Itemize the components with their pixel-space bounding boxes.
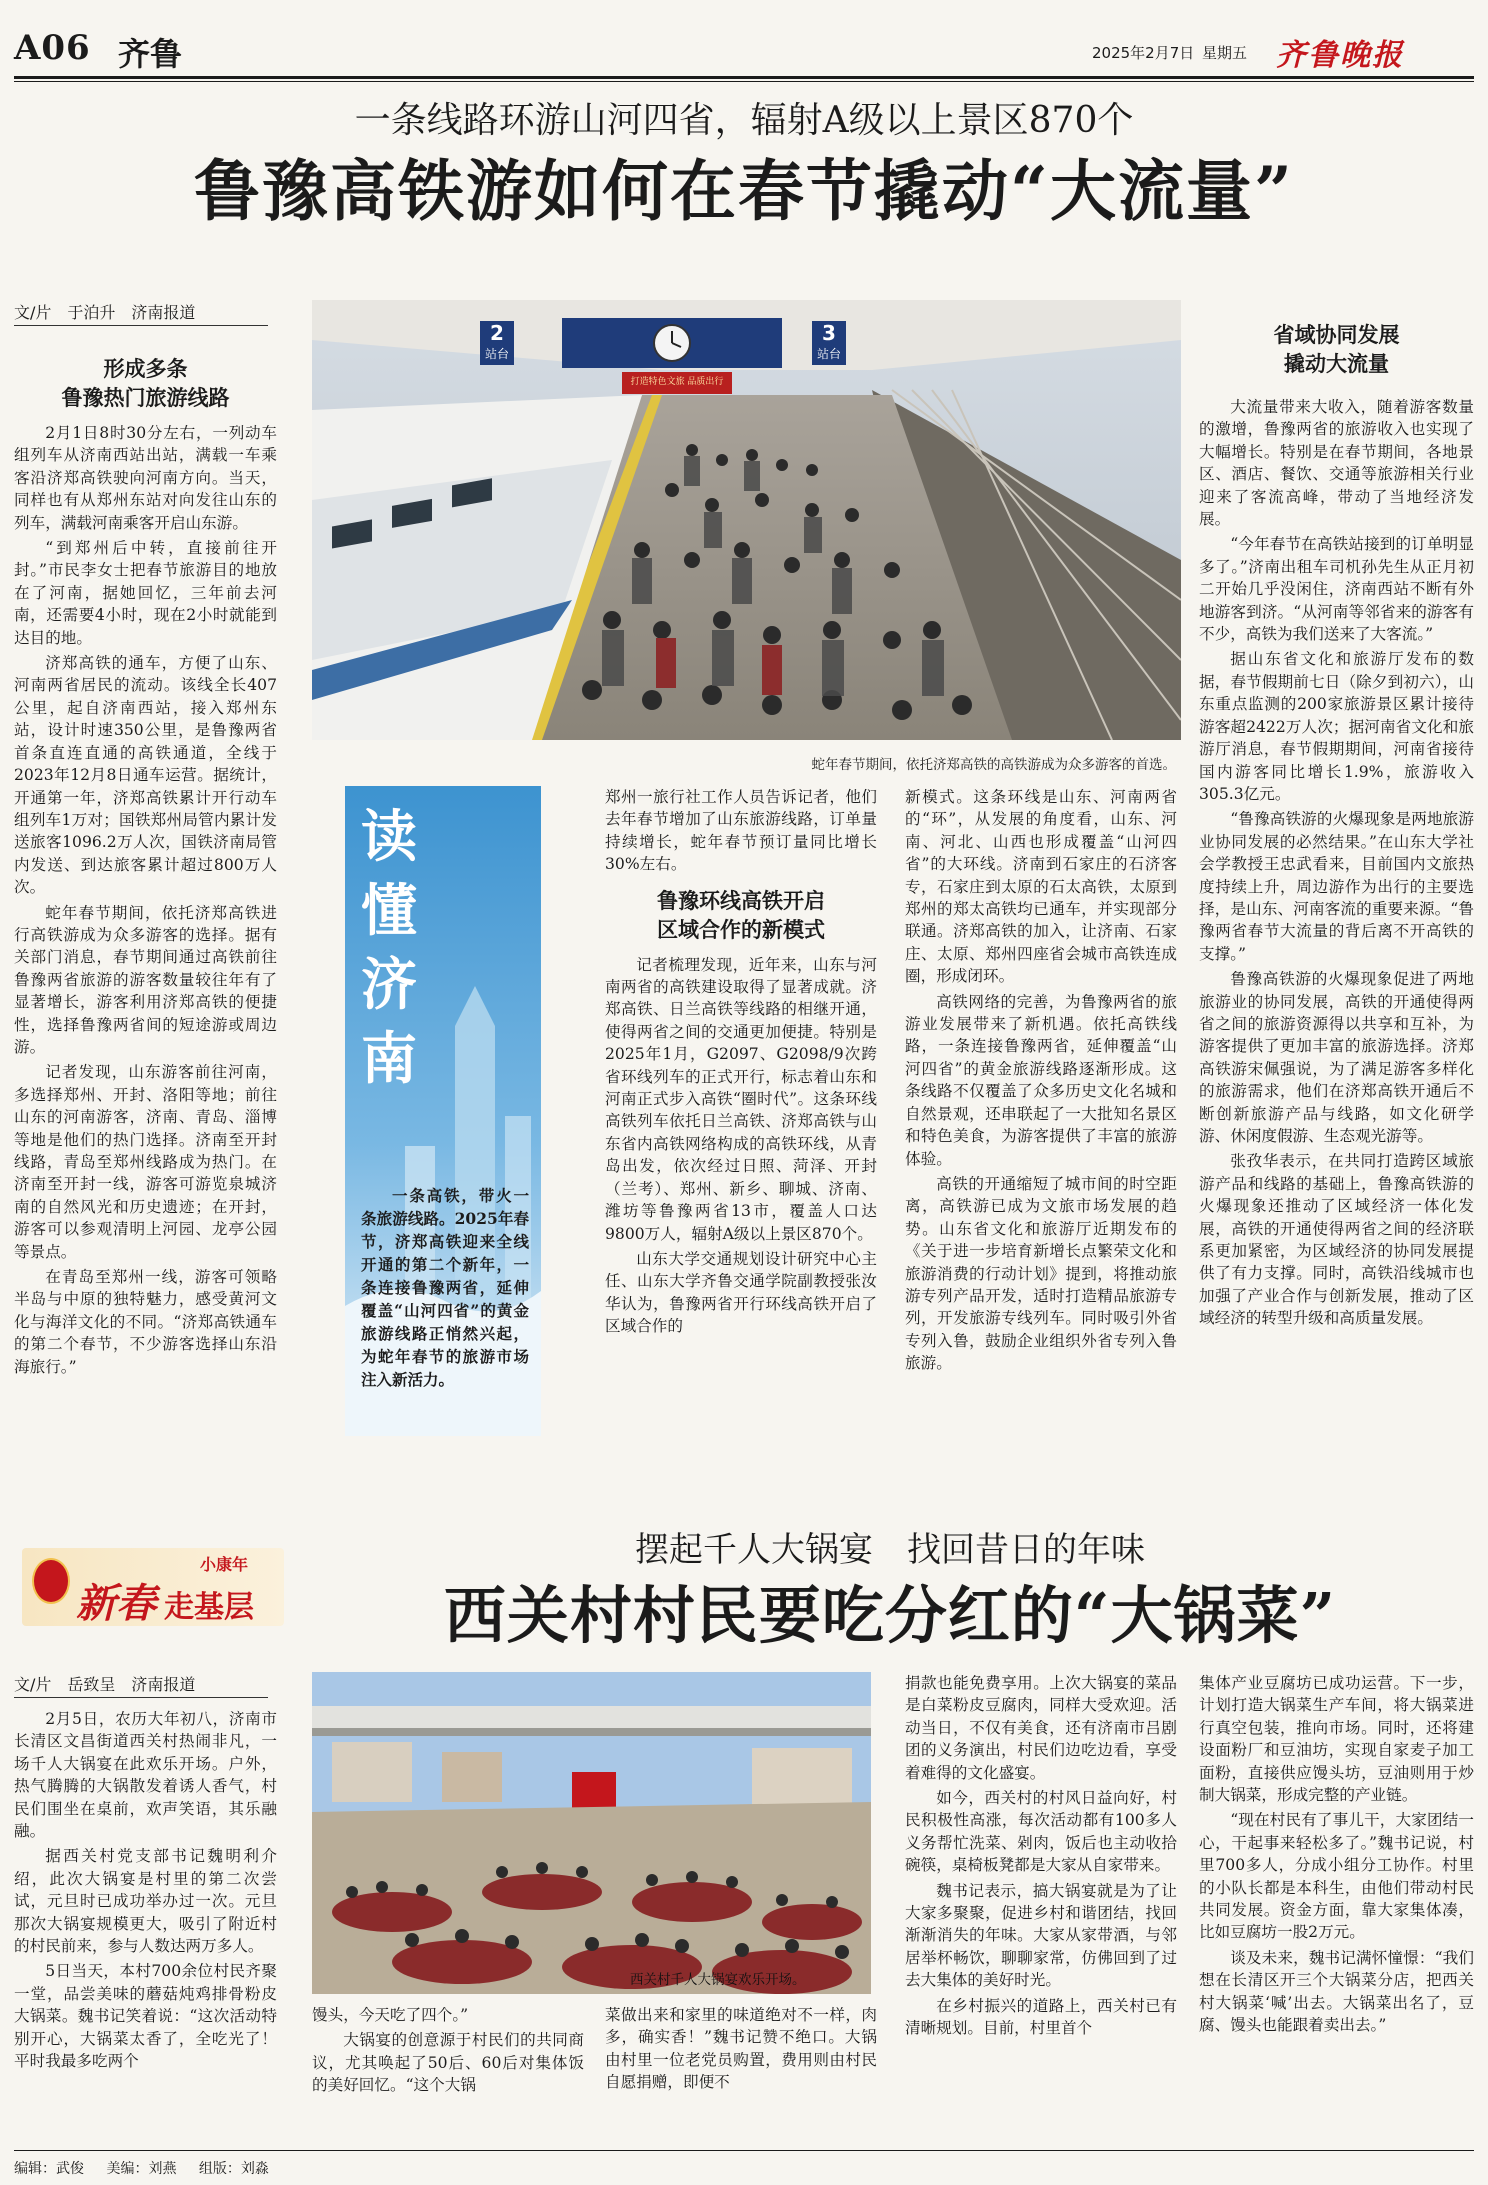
story2-col5-body <box>1199 1672 1474 2037</box>
article-paragraph: 馒头，今天吃了四个。” <box>312 2006 469 2024</box>
story2-photo-caption: 西关村千人大锅宴欢乐开场。 <box>630 1972 806 1988</box>
header-rule-thin <box>14 81 1474 82</box>
article-paragraph: 如今，西关村的村风日益向好，村民积极性高涨，每次活动都有100多人义务帮忙洗菜、剁肉，饭后也主动收拾碗筷，桌椅板凳都是大家从自家带来。 <box>905 1789 1177 1875</box>
story1-byline: 文/片 于泊升 济南报道 <box>14 300 268 326</box>
article-paragraph: 2月5日，农历大年初八，济南市长清区文昌街道西关村热闹非凡，一场千人大锅宴在此欢乐开场。户外，热气腾腾的大锅散发着诱人香气，村民们围坐在桌前，欢声笑语，其乐融融。 <box>14 1710 277 1841</box>
story1-col5-body <box>1199 396 1474 1330</box>
article-paragraph: 记者梳理发现，近年来，山东与河南两省的高铁建设取得了显著成就。济郑高铁、日兰高铁等线路的相继开通，使得两省之间的交通更加便捷。特别是2025年1月，G2097、G2098/9次跨省环线列车的正式开行，标志着山东和河南正式步入高铁“圈时代”。这条环线高铁列车依托日兰高铁、济郑高铁与山东省内高铁网络构成的高铁环线，从青岛出发，依次经过日照、菏泽、开封（兰考）、郑州、新乡、聊城、济南、潍坊等鲁豫两省13市，覆盖人口达9800万人，辐射A级以上景区870个。 <box>605 955 877 1243</box>
article-paragraph: 记者发现，山东游客前往河南，多选择郑州、开封、洛阳等地；前往山东的河南游客，济南、青岛、淄博等地是他们的热门选择。济南至开封线路，青岛至郑州线路成为热门。在济南至开封一线，游客可游览泉城济南的自然风光和历史遗迹；在开封，游客可以参观清明上河园、龙亭公园等景点。 <box>14 1063 277 1261</box>
story1-heading-3: 省域协同发展 撬动大流量 <box>1273 322 1400 376</box>
sidebar-title-char-2: 懂 <box>361 878 417 944</box>
article-paragraph: “到郑州后中转，直接前往开封。”市民李女士把春节旅游目的地放在了河南，据她回忆，三年前去河南，还需要4小时，现在2小时就能到达目的地。 <box>14 539 277 647</box>
article-paragraph: 据山东省文化和旅游厅发布的数据，春节假期前七日（除夕到初六），山东重点监测的200家旅游景区累计接待游客超2422万人次；据河南省文化和旅游厅消息，春节假期期间，河南省接待国内游客同比增长1.9%，旅游收入305.3亿元。 <box>1199 650 1474 803</box>
story1-col3-body <box>605 954 877 1338</box>
banner-zoujiceng: 走基层 <box>164 1590 254 1625</box>
article-paragraph: 高铁网络的完善，为鲁豫两省的旅游业发展带来了新机遇。依托高铁线路，一条连接鲁豫两省，延伸覆盖“山河四省”的黄金旅游线路逐渐形成。这条线路不仅覆盖了众多历史文化名城和自然景观，还串联起了一大批知名景区和特色美食，为游客提供了丰富的旅游体验。 <box>905 992 1177 1168</box>
article-paragraph: 捐款也能免费享用。上次大锅宴的菜品是白菜粉皮豆腐肉，同样大受欢迎。活动当日，不仅有美食，还有济南市吕剧团的义务演出，村民们边吃边看，享受着难得的文化盛宴。 <box>905 1674 1177 1782</box>
article-paragraph: 在乡村振兴的道路上，西关村已有清晰规划。目前，村里首个 <box>905 1996 1177 2038</box>
article-paragraph: 大锅宴的创意源于村民们的共同商议，尤其唤起了50后、60后对集体饭的美好回忆。“这个大锅 <box>312 2031 584 2095</box>
banner-xinchun: 新春 <box>76 1580 156 1626</box>
story1-col4-body <box>905 786 1177 1375</box>
article-paragraph: 2月1日8时30分左右，一列动车组列车从济南西站出站，满载一车乘客沿济郑高铁驶向河南方向。当天，同样也有从郑州东站对向发往山东的列车，满载河南乘客开启山东游。 <box>14 424 277 532</box>
article-paragraph: “今年春节在高铁站接到的订单明显多了。”济南出租车司机孙先生从正月初二开始几乎没闲住，济南西站不断有外地游客到济。“从河南等邻省来的游客有不少，高铁为我们送来了大客流。” <box>1199 535 1474 644</box>
story1-heading-1: 形成多条 鲁豫热门旅游线路 <box>61 356 230 410</box>
platform-sign-left <box>480 321 514 365</box>
header-rule <box>14 76 1474 79</box>
story1-photo-caption: 蛇年春节期间，依托济郑高铁的高铁游成为众多游客的首选。 <box>811 757 1176 773</box>
story1-column-4 <box>905 786 1177 1378</box>
story2-column-4 <box>905 1672 1177 2043</box>
footer-rule <box>14 2150 1474 2151</box>
banquet-photo-illustration <box>312 1672 871 1994</box>
page-header <box>14 28 1474 73</box>
page-code: A06 <box>14 28 91 68</box>
footer-art-editor: 美编：刘燕 <box>106 2161 177 2177</box>
footer-layout: 组版：刘淼 <box>198 2161 269 2177</box>
story2-col2-body <box>312 2004 584 2097</box>
story1-col1-body <box>14 422 277 1378</box>
article-paragraph: “现在村民有了事儿干，大家团结一心，干起事来轻松多了。”魏书记说，村里700多人，分成小组分工协作。村里的小队长都是本科生，由他们带动村民共同发展。资金方面，靠大家集体凑，比如豆腐坊一股2万元。 <box>1199 1811 1474 1942</box>
article-paragraph: 高铁的开通缩短了城市间的时空距离，高铁游已成为文旅市场发展的趋势。山东省文化和旅游厅近期发布的《关于进一步培育新增长点繁荣文化和旅游消费的行动计划》提到，将推动旅游专列产品开发，适时打造精品旅游专列，开发旅游专线列车。同时吸引外省专列入鲁，鼓励企业组织外省专列入鲁旅游。 <box>905 1174 1177 1373</box>
story1-col3-lead: 郑州一旅行社工作人员告诉记者，他们去年春节增加了山东旅游线路，订单量持续增长，蛇年春节预订量同比增长30%左右。 <box>605 788 877 874</box>
article-paragraph: 集体产业豆腐坊已成功运营。下一步，计划打造大锅菜生产车间，将大锅菜进行真空包装，推向市场。同时，还将建设面粉厂和豆油坊，实现自家麦子加工面粉，直接供应馒头坊，豆油则用于炒制大锅菜，形成完整的产业链。 <box>1199 1674 1474 1805</box>
platform-sign-right-label: 站台 <box>816 347 841 361</box>
article-paragraph: 山东大学交通规划设计研究中心主任、山东大学齐鲁交通学院副教授张汝华认为，鲁豫两省开行环线高铁开启了区域合作的 <box>605 1249 877 1336</box>
story1-column-5 <box>1199 300 1474 1333</box>
article-paragraph: 在青岛至郑州一线，游客可领略半岛与中原的独特魅力，感受黄河文化与海洋文化的不同。“济郑高铁通车的第二个春节，不少游客选择山东沿海旅行。” <box>14 1268 277 1376</box>
article-paragraph: 据西关村党支部书记魏明利介绍，此次大锅宴是村里的第二次尝试，元旦时已成功举办过一次。元旦那次大锅宴规模更大，吸引了附近村的村民前来，参与人数达两万多人。 <box>14 1847 277 1956</box>
platform-photo-illustration <box>312 300 1181 740</box>
article-paragraph: 张孜华表示，在共同打造跨区域旅游产品和线路的基础上，鲁豫高铁游的火爆现象还推动了区域经济一体化发展，高铁的开通使得两省之间的经济联系更加紧密，为区域经济的协同发展提供了有力支撑。同时，高铁沿线城市也加强了产业合作与创新发展，推动了区域经济的转型升级和高质量发展。 <box>1199 1152 1474 1328</box>
article-paragraph: 大流量带来大收入，随着游客数量的激增，鲁豫两省的旅游收入也实现了大幅增长。特别是在春节期间，各地景区、酒店、餐饮、交通等旅游相关行业迎来了客流高峰，带动了当地经济发展。 <box>1199 398 1474 529</box>
story2-col3-body <box>605 2004 877 2094</box>
lantern-icon <box>32 1558 70 1604</box>
platform-sign-right-number: 3 <box>822 321 836 345</box>
sidebar-title <box>359 800 419 1096</box>
story1-column-1 <box>14 344 277 1381</box>
section-name: 齐鲁 <box>118 35 183 73</box>
article-paragraph: 蛇年春节期间，依托济郑高铁进行高铁游成为众多游客的选择。据有关部门消息，春节期间通过高铁前往鲁豫两省旅游的游客数量较往年有了显著增长，游客利用济郑高铁的便捷性，选择鲁豫两省间的短途游或周边游。 <box>14 903 277 1056</box>
article-paragraph: 谈及未来，魏书记满怀憧憬：“我们想在长清区开三个大锅菜分店，把西关村大锅菜‘喊’出去。大锅菜出名了，豆腐、馒头也能跟着卖出去。” <box>1199 1948 1474 2035</box>
story2-col1-body <box>14 1708 277 2073</box>
sidebar-title-char-4: 南 <box>361 1026 417 1092</box>
story1-photo <box>312 300 1181 740</box>
platform-sign-left-number: 2 <box>490 321 504 345</box>
story2-subtitle: 摆起千人大锅宴 找回昔日的年味 <box>635 1530 1145 1570</box>
story2-byline: 文/片 岳致呈 济南报道 <box>14 1672 268 1698</box>
banner-small-label: 小康年 <box>200 1555 249 1574</box>
new-spring-banner <box>22 1548 284 1626</box>
sidebar-title-char-3: 济 <box>361 952 417 1018</box>
article-paragraph: “鲁豫高铁游的火爆现象是两地旅游业协同发展的必然结果。”在山东大学社会学教授王忠武看来，目前国内文旅热度持续上升，周边游作为出行的主要选择，是山东、河南客流的重要来源。“鲁豫两省春节大流量的背后离不开高铁的支撑。” <box>1199 810 1474 963</box>
article-paragraph: 菜做出来和家里的味道绝对不一样，肉多，确实香！”魏书记赞不绝口。大锅由村里一位老党员购置，费用则由村民自愿捐赠，即便不 <box>605 2006 877 2092</box>
article-paragraph: 魏书记表示，搞大锅宴就是为了让大家多聚聚，促进乡村和谐团结，找回渐渐消失的年味。大家从家带酒，与邻居举杯畅饮，聊聊家常，仿佛回到了过去大集体的美好时光。 <box>905 1881 1177 1990</box>
issue-weekday: 星期五 <box>1202 44 1248 62</box>
issue-date: 2025年2月7日 <box>1092 44 1195 62</box>
story2-col4-body <box>905 1672 1177 2040</box>
story2-column-1 <box>14 1708 277 2076</box>
story2-column-5 <box>1199 1672 1474 2040</box>
footer-credits <box>14 2158 269 2178</box>
article-paragraph: 鲁豫高铁游的火爆现象促进了两地旅游业的协同发展，高铁的开通使得两省之间的旅游资源得以共享和互补，为游客提供了更加丰富的旅游选择。济郑高铁游宋佩强说，为了满足游客多样化的旅游需求，他们在济郑高铁开通后不断创新旅游产品与线路，如文化研学游、休闲度假游、生态观光游等。 <box>1199 970 1474 1145</box>
platform-sign-right <box>812 321 846 365</box>
sidebar-title-char-1: 读 <box>361 804 417 870</box>
story2-column-2 <box>312 2004 584 2100</box>
story2-column-3 <box>605 2004 877 2097</box>
story1-heading-2: 鲁豫环线高铁开启 区域合作的新模式 <box>657 887 825 942</box>
platform-sign-left-label: 站台 <box>484 347 509 361</box>
story1-title: 鲁豫高铁游如何在春节撬动“大流量” <box>194 152 1294 230</box>
platform-banner: 打造特色文旅 品质出行 <box>630 377 724 387</box>
sidebar-text: 一条高铁，带火一条旅游线路。2025年春节，济郑高铁迎来全线开通的第二个新年，一条连接鲁豫两省，延伸覆盖“山河四省”的黄金旅游线路正悄然兴起，为蛇年春节的旅游市场注入新活力。 <box>361 1186 529 1389</box>
article-paragraph: 新模式。这条环线是山东、河南两省的“环”，从发展的角度看，山东、河南、河北、山西也形成覆盖“山河四省”的大环线。济南到石家庄的石济客专，石家庄到太原的石太高铁，太原到郑州的郑太高铁均已通车，并实现部分联通。济郑高铁的加入，让济南、石家庄、太原、郑州四座省会城市高铁连成圈，形成闭环。 <box>905 788 1177 986</box>
paper-logo: 齐鲁晚报 <box>1276 38 1404 73</box>
story2-photo <box>312 1672 871 1994</box>
article-paragraph: 5日当天，本村700余位村民齐聚一堂，品尝美味的蘑菇炖鸡排骨粉皮大锅菜。魏书记笑着说：“这次活动特别开心，大锅菜太香了，全吃光了！平时我最多吃两个 <box>14 1962 277 2071</box>
sidebar-dudong-jinan <box>345 786 541 1436</box>
story1-subtitle: 一条线路环游山河四省，辐射A级以上景区870个 <box>354 100 1134 141</box>
story1-column-3 <box>605 786 877 1341</box>
story2-title: 西关村村民要吃分红的“大锅菜” <box>443 1579 1337 1652</box>
footer-editor: 编辑：武俊 <box>14 2161 84 2177</box>
article-paragraph: 济郑高铁的通车，方便了山东、河南两省居民的流动。该线全长407公里，起自济南西站，接入郑州东站，设计时速350公里，是鲁豫两省首条直连直通的高铁通道，全线于2023年12月8日通车运营。据统计，开通第一年，济郑高铁累计开行动车组列车1万对；国铁郑州局管内累计发送旅客1096.2万人次，国铁济南局管内发送、到达旅客累计超过800万人次。 <box>14 654 277 897</box>
